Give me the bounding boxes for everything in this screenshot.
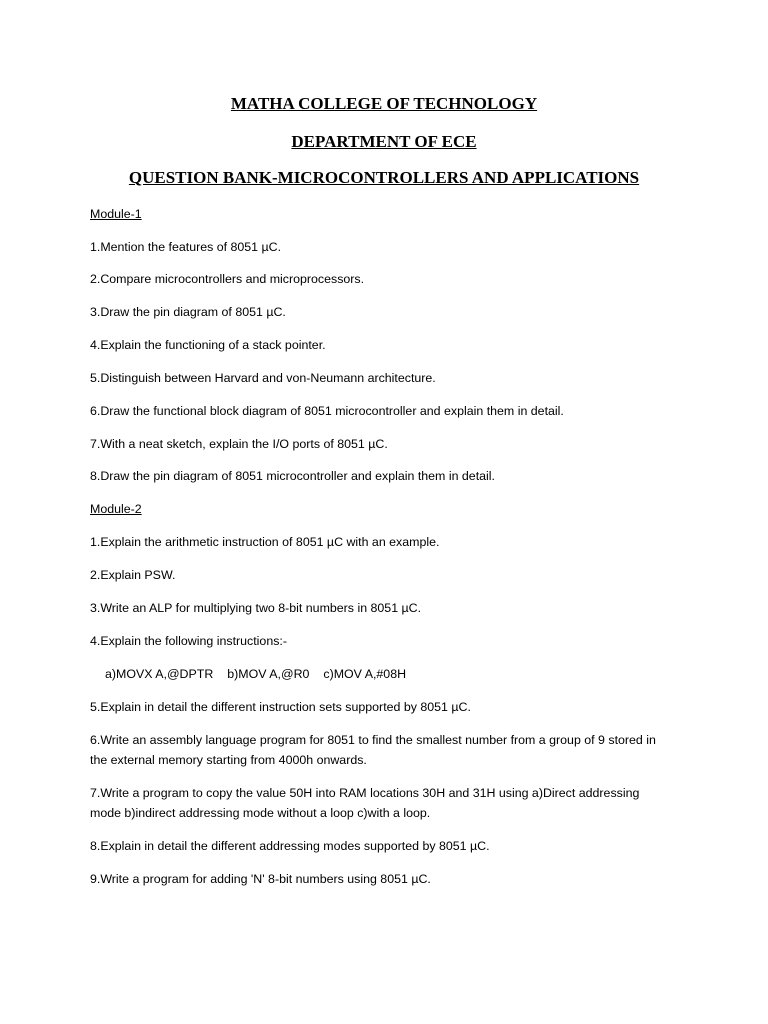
module-1-question-8: 8.Draw the pin diagram of 8051 microcontroller and explain them in detail.	[90, 469, 495, 483]
module-1-question-7: 7.With a neat sketch, explain the I/O ports of 8051 µC.	[90, 437, 388, 451]
module-2-question-9: 9.Write a program for adding 'N' 8-bit numbers using 8051 µC.	[90, 872, 431, 886]
module-2-question-7-line-1: 7.Write a program to copy the value 50H into RAM locations 30H and 31H using a)Direct addressing	[90, 786, 640, 800]
module-2-question-6-line-1: 6.Write an assembly language program for 8051 to find the smallest number from a group of 9 stored in	[90, 733, 656, 747]
module-2-question-2: 2.Explain PSW.	[90, 568, 176, 582]
module-2-question-8: 8.Explain in detail the different addressing modes supported by 8051 µC.	[90, 839, 490, 853]
module-1-question-5: 5.Distinguish between Harvard and von-Neumann architecture.	[90, 371, 436, 385]
module-2-question-3: 3.Write an ALP for multiplying two 8-bit numbers in 8051 µC.	[90, 601, 422, 615]
college-name: MATHA COLLEGE OF TECHNOLOGY	[230, 94, 538, 113]
module-2-question-7-line-2: mode b)indirect addressing mode without a loop c)with a loop.	[90, 806, 431, 820]
option-c: c)MOV A,#08H	[323, 667, 407, 681]
module-2-question-1: 1.Explain the arithmetic instruction of 8051 µC with an example.	[90, 535, 440, 549]
department-name: DEPARTMENT OF ECE	[291, 132, 477, 151]
option-b: b)MOV A,@R0	[227, 667, 310, 681]
module-1-question-2: 2.Compare microcontrollers and microprocessors.	[90, 272, 365, 286]
module-1-question-3: 3.Draw the pin diagram of 8051 µC.	[90, 305, 286, 319]
module-2-question-4: 4.Explain the following instructions:-	[90, 634, 287, 648]
option-a: a)MOVX A,@DPTR	[105, 667, 214, 681]
module-2-question-5: 5.Explain in detail the different instruction sets supported by 8051 µC.	[90, 700, 471, 714]
module-2-heading: Module-2	[90, 502, 142, 516]
module-1-question-4: 4.Explain the functioning of a stack pointer.	[90, 338, 326, 352]
module-2-question-6-line-2: the external memory starting from 4000h onwards.	[90, 753, 367, 767]
module-1-heading: Module-1	[90, 207, 142, 221]
document-title: QUESTION BANK-MICROCONTROLLERS AND APPLICATIONS	[128, 168, 640, 187]
module-1-question-6: 6.Draw the functional block diagram of 8051 microcontroller and explain them in detail.	[90, 404, 564, 418]
module-1-question-1: 1.Mention the features of 8051 µC.	[90, 240, 282, 254]
module-2-question-4-options	[105, 664, 406, 684]
